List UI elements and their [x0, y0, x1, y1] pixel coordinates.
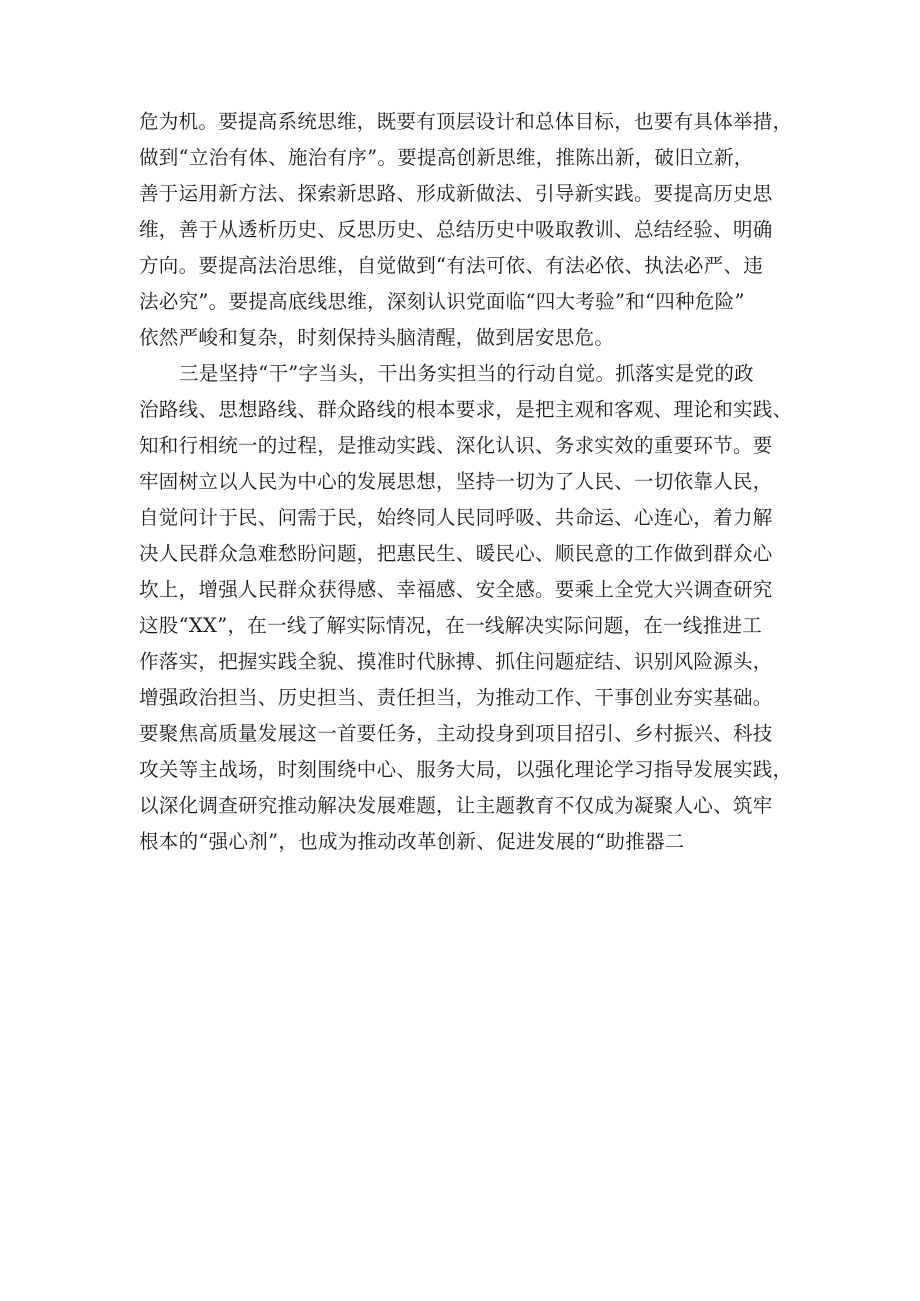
text-line: 以深化调查研究推动解决发展难题，让主题教育不仅成为凝聚人心、筑牢: [139, 794, 773, 817]
text-line: 增强政治担当、历史担当、责任担当，为推动工作、干事创业夯实基础。: [139, 686, 773, 709]
text-line: 决人民群众急难愁盼问题，把惠民生、暖民心、顺民意的工作做到群众心: [139, 542, 773, 565]
text-line: 根本的“强心剂”，也成为推动改革创新、促进发展的“助推器二: [139, 830, 685, 853]
text-line: 攻关等主战场，时刻围绕中心、服务大局，以强化理论学习指导发展实践，: [139, 758, 793, 781]
text-line: 依然严峻和复杂，时刻保持头脑清醒，做到居安思危。: [139, 326, 615, 349]
text-line: 作落实，把握实践全貌、摸准时代脉搏、抓住问题症结、识别风险源头，: [139, 650, 773, 673]
text-line: 牢固树立以人民为中心的发展思想，坚持一切为了人民、一切依靠人民，: [139, 470, 773, 493]
text-line: 法必究”。要提高底线思维，深刻认识党面临“四大考验”和“四种危险”: [139, 290, 745, 313]
text-line: 善于运用新方法、探索新思路、形成新做法、引导新实践。要提高历史思: [139, 182, 773, 205]
text-line: 做到“立治有体、施治有序”。要提高创新思维，推陈出新，破旧立新，: [139, 146, 754, 169]
text-line: 坎上，增强人民群众获得感、幸福感、安全感。要乘上全党大兴调查研究: [139, 578, 773, 601]
text-line: 要聚焦高质量发展这一首要任务，主动投身到项目招引、乡村振兴、科技: [139, 722, 773, 745]
text-line: 自觉问计于民、问需于民，始终同人民同呼吸、共命运、心连心，着力解: [139, 506, 773, 529]
text-line: 危为机。要提高系统思维，既要有顶层设计和总体目标，也要有具体举措，: [139, 110, 793, 133]
document-body: [139, 104, 799, 860]
text-line: 三是坚持“干”字当头，干出务实担当的行动自觉。抓落实是党的政: [179, 362, 754, 385]
text-line: 治路线、思想路线、群众路线的根本要求，是把主观和客观、理论和实践、: [139, 398, 793, 421]
text-line: 方向。要提高法治思维，自觉做到“有法可依、有法必依、执法必严、违: [139, 254, 764, 277]
paragraph-2: [139, 356, 799, 860]
text-line: 这股“XX”，在一线了解实际情况，在一线解决实际问题，在一线推进工: [139, 614, 763, 637]
paragraph-1: [139, 104, 799, 356]
text-line: 知和行相统一的过程，是推动实践、深化认识、务求实效的重要环节。要: [139, 434, 773, 457]
text-line: 维，善于从透析历史、反思历史、总结历史中吸取教训、总结经验、明确: [139, 218, 773, 241]
